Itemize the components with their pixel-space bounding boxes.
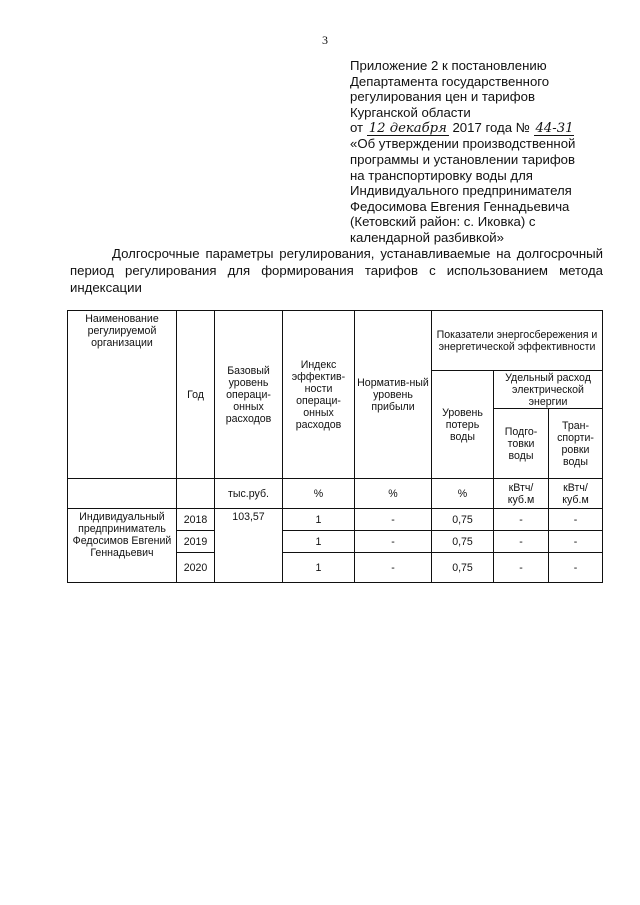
index-cell: 1 <box>283 509 355 531</box>
units-org-empty <box>68 479 177 509</box>
year-cell: 2019 <box>177 531 215 553</box>
appendix-line-9: Индивидуального предпринимателя <box>350 183 572 199</box>
header-org: Наименование регулируемой организации <box>68 311 177 479</box>
prep-cell: - <box>494 531 549 553</box>
parameters-table <box>67 310 603 583</box>
appendix-date-line <box>350 120 620 136</box>
transport-cell: - <box>549 553 603 583</box>
prep-cell: - <box>494 553 549 583</box>
appendix-line-1: Приложение 2 к постановлению <box>350 58 547 73</box>
base-value-cell: 103,57 <box>215 509 283 583</box>
header-transport: Тран-спорти-ровки воды <box>549 409 603 479</box>
appendix-line-11: (Кетовский район: с. Иковка) с <box>350 214 536 230</box>
year-cell: 2018 <box>177 509 215 531</box>
intro-paragraph: Долгосрочные параметры регулирования, устанавливаемые на долгосрочный период регулирования для формирования тарифов с использованием метода индексации <box>70 246 603 295</box>
loss-cell: 0,75 <box>432 531 494 553</box>
unit-profit: % <box>355 479 432 509</box>
year-cell: 2020 <box>177 553 215 583</box>
header-prep: Подго-товки воды <box>494 409 549 479</box>
index-cell: 1 <box>283 531 355 553</box>
header-energy-group: Показатели энергосбережения и энергетической эффективности <box>432 311 603 371</box>
appendix-line-6: «Об утверждении производственной <box>350 136 576 152</box>
profit-cell: - <box>355 531 432 553</box>
appendix-line-10: Федосимова Евгения Геннадьевича <box>350 198 570 214</box>
header-profit: Норматив-ный уровень прибыли <box>355 311 432 479</box>
profit-cell: - <box>355 553 432 583</box>
unit-loss: % <box>432 479 494 509</box>
header-year: Год <box>177 311 215 479</box>
appendix-line-3: регулирования цен и тарифов <box>350 89 535 105</box>
appendix-header <box>350 58 620 246</box>
appendix-line-4: Курганской области <box>350 104 471 120</box>
appendix-line-7: программы и установлении тарифов <box>350 151 576 167</box>
handwritten-number: 44-31 <box>535 121 574 137</box>
org-name-cell: Индивидуальный предприниматель Федосимов Евгений Геннадьевич <box>68 509 177 583</box>
unit-base: тыс.руб. <box>215 479 283 509</box>
header-loss: Уровень потерь воды <box>432 371 494 479</box>
loss-cell: 0,75 <box>432 509 494 531</box>
transport-cell: - <box>549 531 603 553</box>
header-index: Индекс эффектив-ности операци-онных расходов <box>283 311 355 479</box>
year-text: 2017 года № <box>452 120 530 136</box>
transport-cell: - <box>549 509 603 531</box>
header-power-group: Удельный расход электрической энергии <box>494 371 603 409</box>
header-base: Базовый уровень операци-онных расходов <box>215 311 283 479</box>
prep-cell: - <box>494 509 549 531</box>
appendix-line-8: на транспортировку воды для <box>350 167 533 183</box>
index-cell: 1 <box>283 553 355 583</box>
table-row <box>68 509 603 531</box>
appendix-line-12: календарной разбивкой» <box>350 229 505 245</box>
profit-cell: - <box>355 509 432 531</box>
date-prefix: от <box>350 120 364 136</box>
loss-cell: 0,75 <box>432 553 494 583</box>
unit-transport: кВтч/ куб.м <box>549 479 603 509</box>
appendix-line-2: Департамента государственного <box>350 73 550 89</box>
unit-prep: кВтч/ куб.м <box>494 479 549 509</box>
units-year-empty <box>177 479 215 509</box>
unit-index: % <box>283 479 355 509</box>
handwritten-date: 12 декабря <box>368 121 447 137</box>
page-number: 3 <box>322 33 328 47</box>
